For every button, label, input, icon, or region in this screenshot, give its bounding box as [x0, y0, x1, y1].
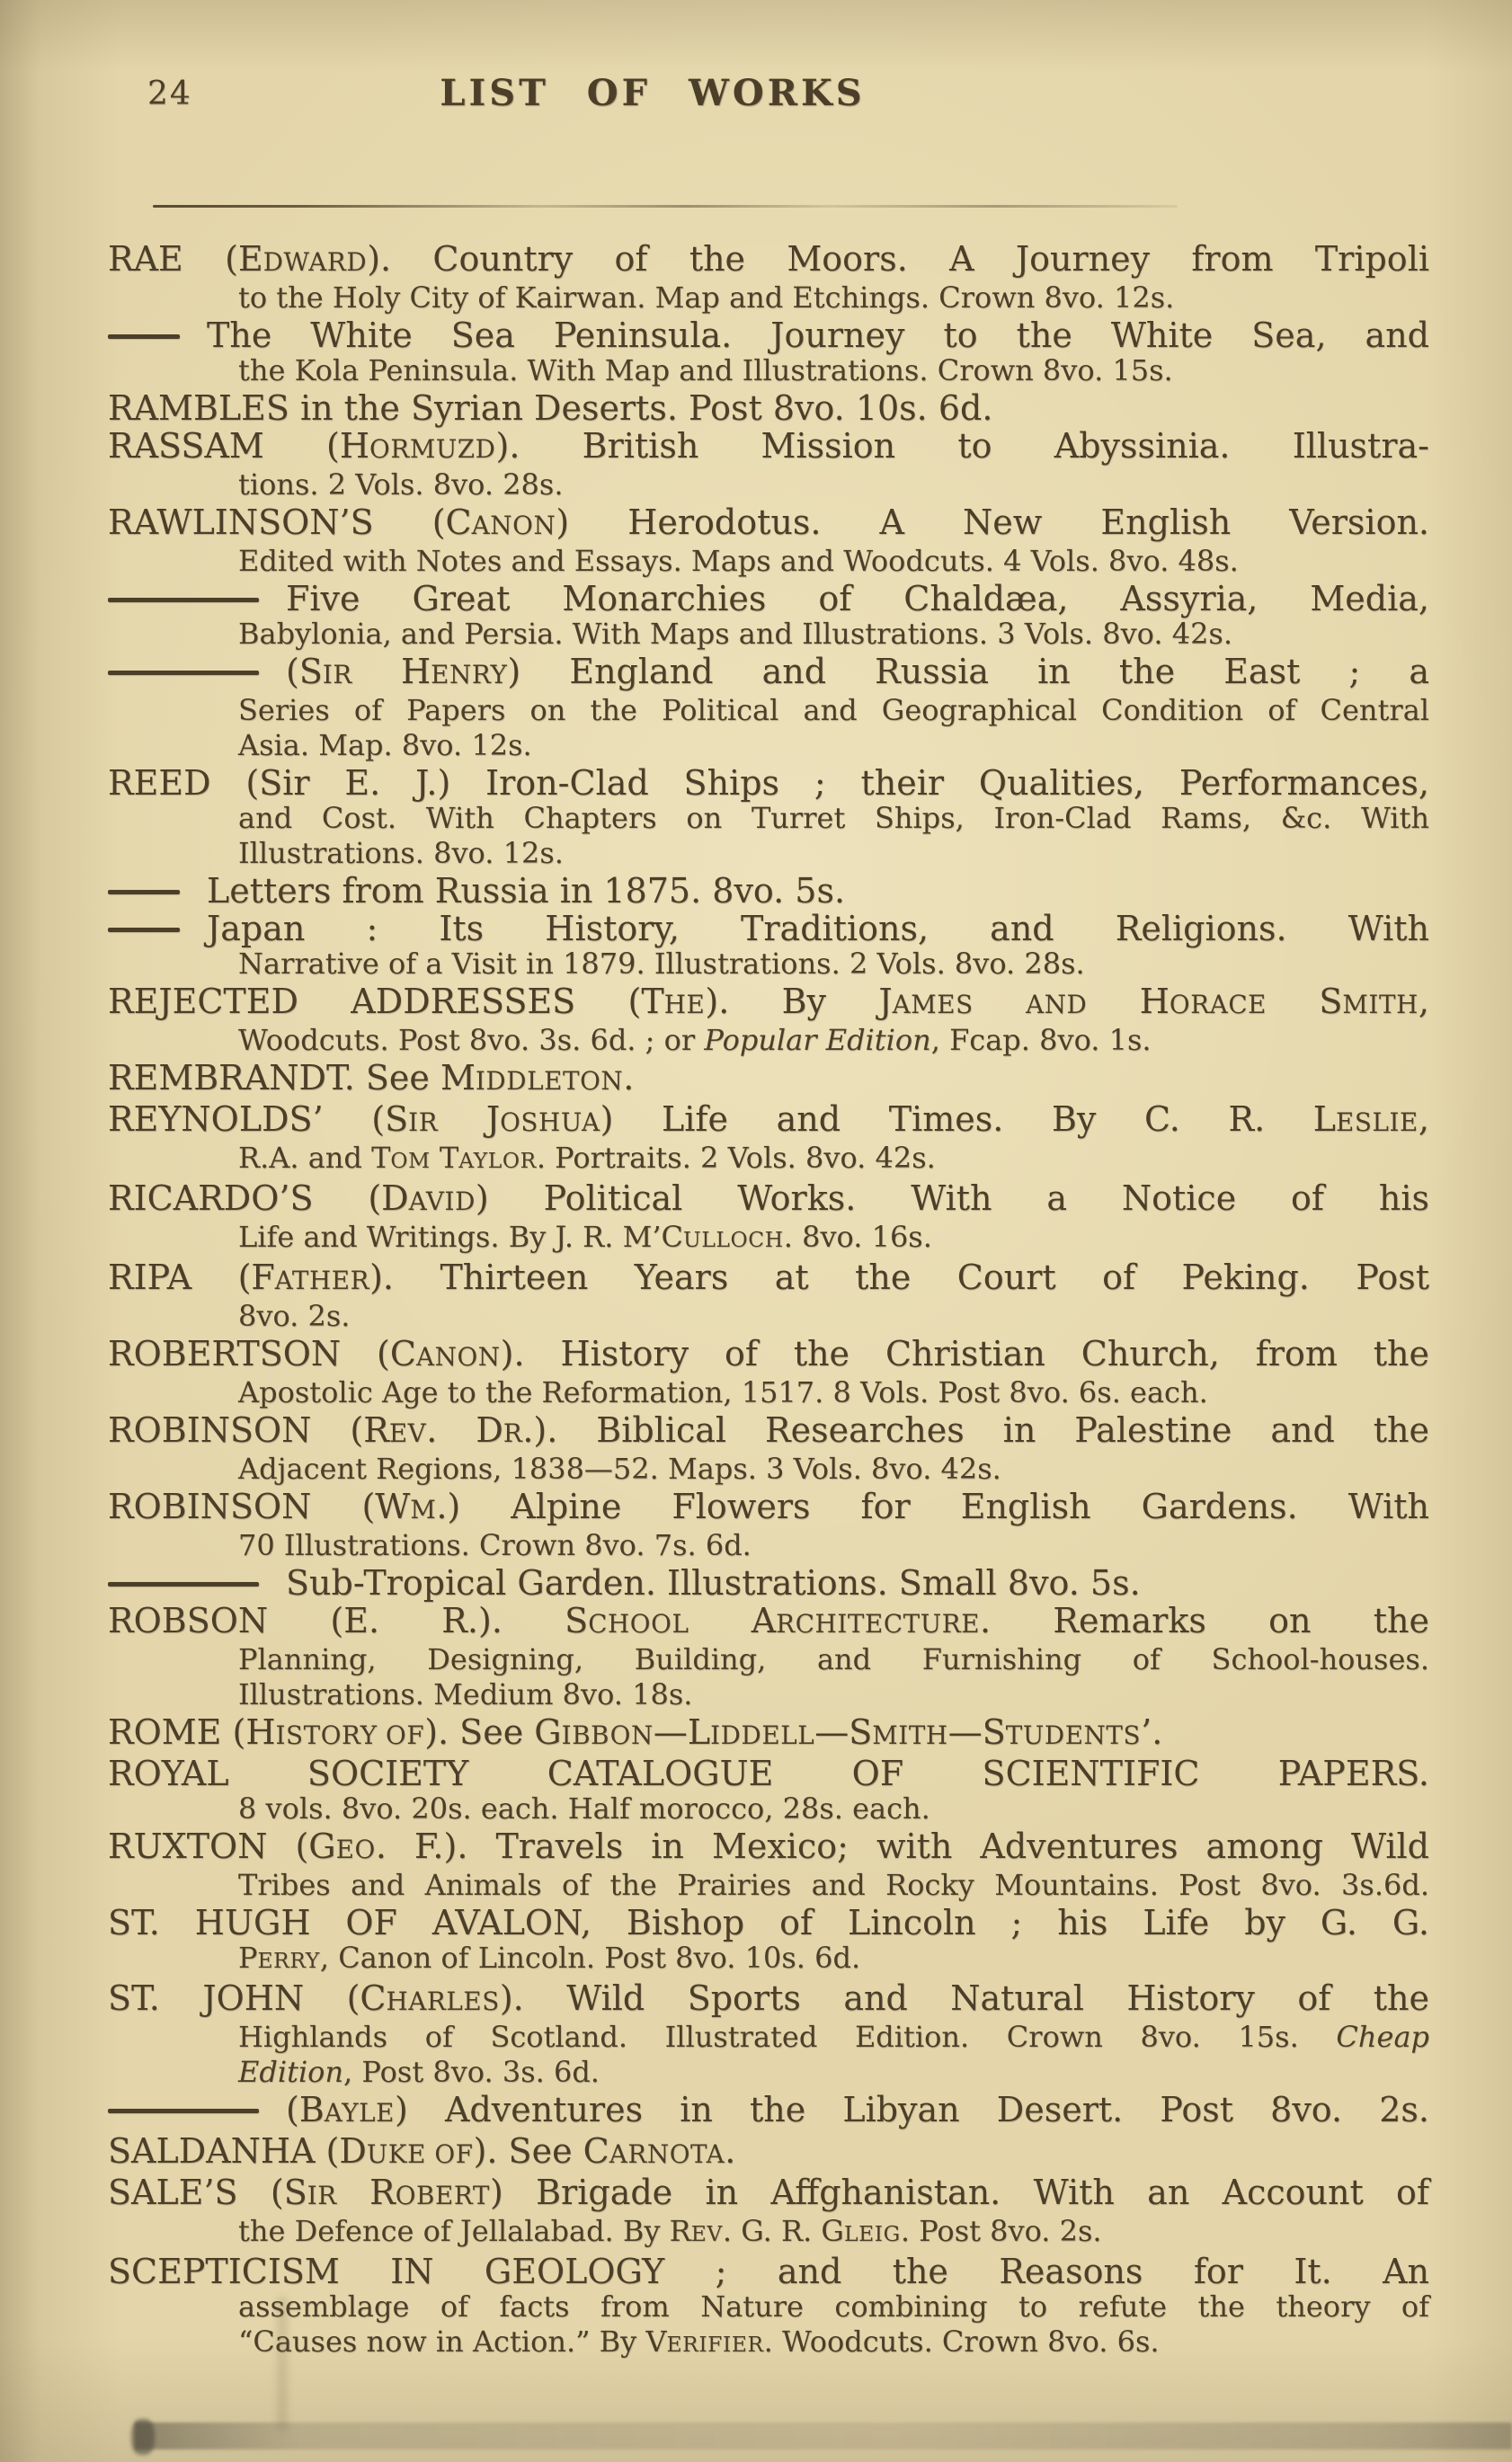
- text-run: ). Thirteen Years at the Court of Peking. Post: [369, 1258, 1429, 1297]
- text-run: IR: [408, 1107, 439, 1137]
- entry-line: [108, 1375, 1429, 1410]
- book-entry: [108, 317, 1429, 388]
- scan-bar-artifact: [135, 2422, 1512, 2449]
- text-run: RAMBLES in the Syrian Deserts. Post 8vo. 10s. 6d.: [108, 388, 993, 428]
- text-run: IBBON: [561, 1720, 654, 1750]
- text-run: IR: [322, 660, 352, 689]
- text-run: ). History of the Christian Church, from the: [500, 1334, 1429, 1373]
- text-run: Narrative of a Visit in 1879. Illustrations. 2 Vols. 8vo. 28s.: [238, 947, 1085, 981]
- text-run: (B: [286, 2090, 325, 2129]
- text-run: HARLES: [386, 1986, 500, 2016]
- entry-line: [108, 1565, 1429, 1601]
- book-entry: [108, 428, 1429, 502]
- book-entry: [108, 1603, 1429, 1712]
- text-run: Popular Edition: [704, 1023, 931, 1057]
- book-entry: [108, 1755, 1429, 1827]
- text-run: ). See C: [473, 2131, 609, 2171]
- text-run: RAWLINSON’S (C: [108, 502, 472, 542]
- book-entry: [108, 1101, 1429, 1178]
- text-run: RIPA (F: [108, 1258, 275, 1297]
- entry-line: [108, 1828, 1429, 1868]
- text-run: (S: [286, 652, 323, 691]
- book-entry: [108, 241, 1429, 316]
- text-run: . Remarks on the: [980, 1601, 1429, 1640]
- text-run: . Portraits. 2 Vols. 8vo. 42s.: [536, 1141, 936, 1175]
- text-run: —S: [947, 1712, 1006, 1752]
- entry-line: [108, 2253, 1429, 2289]
- text-run: . G. R. G: [722, 2214, 844, 2248]
- text-run: the Kola Peninsula. With Map and Illustrations. Crown 8vo. 15s.: [238, 353, 1173, 387]
- text-run: ) Adventures in the Libyan Desert. Post 8vo. 2s.: [395, 2090, 1429, 2129]
- continuation-dash: [108, 890, 180, 894]
- running-title: LIST OF WORKS: [440, 72, 866, 114]
- text-run: AMES: [892, 990, 974, 1019]
- book-entry: [108, 2133, 1429, 2173]
- text-run: —L: [653, 1712, 711, 1752]
- text-run: SALE’S (S: [108, 2173, 307, 2212]
- text-run: RASSAM (H: [108, 426, 370, 466]
- entry-line: [108, 1412, 1429, 1452]
- entry-line: [108, 2055, 1429, 2090]
- book-entry: [108, 2092, 1429, 2131]
- text-run: . Post 8vo. 2s.: [900, 2214, 1102, 2248]
- entry-line: [108, 2214, 1429, 2252]
- text-run: DWARD: [262, 247, 368, 277]
- entry-line: [108, 1677, 1429, 1712]
- entry-line: [108, 873, 1429, 909]
- text-run: A: [689, 1601, 777, 1640]
- continuation-dash: [108, 598, 259, 602]
- book-entry: [108, 1489, 1429, 1563]
- entry-line: [108, 1489, 1429, 1528]
- entry-line: [108, 353, 1429, 388]
- text-run: ) Life and Times. By C. R. L: [600, 1099, 1337, 1139]
- entry-line: [108, 1603, 1429, 1642]
- text-run: to the Holy City of Kairwan. Map and Etchings. Crown 8vo. 12s.: [238, 280, 1175, 315]
- entry-line: [108, 1336, 1429, 1375]
- book-list: [108, 241, 1429, 2364]
- continuation-dash: [108, 671, 259, 675]
- entry-line: [108, 428, 1429, 467]
- text-run: 8 vols. 8vo. 20s. each. Half morocco, 28s. each.: [238, 1791, 930, 1826]
- text-run: Life and Writings. By J. R. M’C: [238, 1220, 684, 1254]
- entry-line: [108, 2174, 1429, 2214]
- text-run: RUXTON (G: [108, 1827, 336, 1866]
- entry-line: [108, 1299, 1429, 1334]
- text-run: S: [1267, 982, 1343, 1021]
- text-run: H: [1087, 982, 1170, 1021]
- text-run: EV: [388, 1418, 427, 1448]
- text-run: ORMUZD: [369, 434, 496, 464]
- text-run: and Cost. With Chapters on Turret Ships, Iron-Clad Rams, &c. With: [238, 801, 1429, 835]
- text-run: SCEPTICISM IN GEOLOGY ; and the Reasons for It. An: [108, 2252, 1429, 2291]
- text-run: Apostolic Age to the Reformation, 1517. 8 Vols. Post 8vo. 6s. each.: [238, 1375, 1208, 1409]
- text-run: ) Herodotus. A New English Version.: [556, 502, 1430, 542]
- book-entry: [108, 390, 1429, 426]
- text-run: Sub-Tropical Garden. Illustrations. Small 8vo. 5s.: [286, 1563, 1141, 1603]
- text-run: ) Brigade in Affghanistan. With an Account of: [489, 2173, 1429, 2212]
- text-run: REED (Sir E. J.) Iron-Clad Ships ; their Qualities, Performances,: [108, 763, 1429, 803]
- entry-line: [108, 2289, 1429, 2324]
- entry-line: [108, 1941, 1429, 1978]
- text-run: ) England and Russia in the East ; a: [507, 652, 1430, 691]
- entry-line: [108, 544, 1429, 579]
- entry-line: [108, 1060, 1429, 1099]
- text-run: ROYAL SOCIETY CATALOGUE OF SCIENTIFIC PAPERS.: [108, 1754, 1429, 1793]
- text-run: REJECTED ADDRESSES (T: [108, 982, 664, 1021]
- entry-line: [108, 581, 1429, 617]
- entry-line: [108, 911, 1429, 947]
- entry-line: [108, 1023, 1429, 1058]
- text-run: .). Biblical Researches in Palestine and the: [522, 1410, 1429, 1450]
- entry-line: [108, 1180, 1429, 1220]
- book-entry: [108, 653, 1429, 763]
- text-run: 8vo. 2s.: [238, 1299, 351, 1333]
- text-run: J: [438, 1099, 501, 1139]
- text-run: ERIFIER: [666, 2332, 764, 2357]
- continuation-dash: [108, 334, 180, 339]
- text-run: ST. JOHN (C: [108, 1978, 387, 2018]
- book-entry: [108, 765, 1429, 871]
- text-run: .: [725, 2131, 736, 2171]
- text-run: EO: [335, 1835, 376, 1864]
- book-entry: [108, 1336, 1429, 1410]
- text-run: .: [623, 1058, 635, 1098]
- text-run: ’.: [1141, 1712, 1163, 1752]
- entry-line: [108, 1980, 1429, 2020]
- page-header: [108, 68, 1429, 131]
- text-run: the Defence of Jellalabad. By R: [238, 2214, 691, 2248]
- text-run: Babylonia, and Persia. With Maps and Illustrations. 3 Vols. 8vo. 42s.: [238, 617, 1233, 651]
- entry-line: [108, 504, 1429, 544]
- text-run: assemblage of facts from Nature combining to refute the theory of: [238, 2289, 1429, 2324]
- text-run: R: [336, 2173, 396, 2212]
- entry-line: [108, 693, 1429, 728]
- text-run: IDDLETON: [475, 1066, 624, 1096]
- text-run: ISTORY OF: [275, 1720, 425, 1750]
- text-run: ). Country of the Moors. A Journey from Tripoli: [367, 239, 1429, 279]
- book-entry: [108, 504, 1429, 579]
- text-run: T: [430, 1141, 459, 1175]
- entry-line: [108, 2020, 1429, 2055]
- text-run: Letters from Russia in 1875. 8vo. 5s.: [207, 871, 846, 911]
- text-run: ). Wild Sports and Natural History of the: [499, 1978, 1429, 2018]
- text-run: AND: [1026, 990, 1088, 1019]
- text-run: Japan : Its History, Traditions, and Religions. With: [207, 909, 1429, 948]
- book-entry: [108, 1259, 1429, 1334]
- text-run: SALDANHA (D: [108, 2131, 367, 2171]
- text-run: AYLE: [324, 2098, 396, 2128]
- text-run: ROME (H: [108, 1712, 276, 1752]
- text-run: ATHER: [274, 1266, 370, 1295]
- continuation-dash: [108, 2109, 259, 2113]
- text-run: “Causes now in Action.” By V: [238, 2324, 667, 2359]
- text-run: , Post 8vo. 3s. 6d.: [343, 2055, 600, 2089]
- text-run: MITH: [1342, 990, 1419, 1019]
- text-run: TUDENTS: [1005, 1720, 1142, 1750]
- book-entry: [108, 911, 1429, 982]
- entry-line: [108, 653, 1429, 693]
- text-run: HE: [663, 990, 706, 1019]
- text-run: OM: [390, 1148, 431, 1173]
- entry-line: [108, 2324, 1429, 2362]
- book-entry: [108, 1714, 1429, 1754]
- text-run: Illustrations. 8vo. 12s.: [238, 836, 564, 870]
- entry-line: [108, 983, 1429, 1023]
- entry-line: [108, 836, 1429, 871]
- scan-smudge-artifact: [277, 2297, 288, 2431]
- text-run: Illustrations. Medium 8vo. 18s.: [238, 1677, 693, 1711]
- text-run: tions. 2 Vols. 8vo. 28s.: [238, 467, 564, 502]
- entry-line: [108, 1791, 1429, 1827]
- text-run: ) Political Works. With a Notice of his: [475, 1178, 1429, 1218]
- entry-line: [108, 2092, 1429, 2131]
- text-run: ORACE: [1169, 990, 1267, 1019]
- entry-line: [108, 467, 1429, 502]
- entry-line: [108, 1141, 1429, 1178]
- text-run: LEIG: [843, 2221, 901, 2246]
- entry-line: [108, 1714, 1429, 1754]
- entry-line: [108, 765, 1429, 801]
- entry-line: [108, 1259, 1429, 1299]
- text-run: The White Sea Peninsula. Journey to the White Sea, and: [207, 316, 1429, 355]
- text-run: ARNOTA: [609, 2139, 725, 2169]
- book-entry: [108, 1180, 1429, 1258]
- text-run: IDDELL: [710, 1720, 815, 1750]
- entry-line: [108, 1755, 1429, 1791]
- text-run: RCHITECTURE: [776, 1609, 981, 1639]
- text-run: ENRY: [431, 660, 508, 689]
- page-number: 24: [147, 76, 192, 112]
- text-run: Highlands of Scotland. Illustrated Edition. Crown 8vo. 15s.: [238, 2020, 1337, 2054]
- book-entry: [108, 2253, 1429, 2362]
- text-run: ST. HUGH OF AVALON, Bishop of Lincoln ; his Life by G. G.: [108, 1903, 1429, 1942]
- text-run: IR: [307, 2181, 337, 2210]
- text-run: OSHUA: [500, 1107, 600, 1137]
- entry-line: [108, 241, 1429, 280]
- entry-line: [108, 1101, 1429, 1141]
- header-rule: [153, 205, 1178, 208]
- text-run: R: [503, 1418, 523, 1448]
- book-entry: [108, 1565, 1429, 1601]
- text-run: . D: [426, 1410, 503, 1450]
- text-run: CHOOL: [588, 1609, 689, 1639]
- book-entry: [108, 1412, 1429, 1487]
- text-run: AVID: [408, 1187, 476, 1216]
- text-run: REMBRANDT. See M: [108, 1058, 476, 1098]
- entry-line: [108, 801, 1429, 836]
- entry-line: [108, 280, 1429, 316]
- entry-line: [108, 1528, 1429, 1563]
- text-run: EV: [690, 2221, 723, 2246]
- text-run: Planning, Designing, Building, and Furnishing of School-houses.: [238, 1642, 1429, 1676]
- entry-line: [108, 1220, 1429, 1258]
- text-run: Woodcuts. Post 8vo. 3s. 6d. ; or: [238, 1023, 705, 1057]
- text-run: . F.). Travels in Mexico; with Adventures among Wild: [375, 1827, 1429, 1866]
- text-run: H: [351, 652, 431, 691]
- text-run: ). British Mission to Abyssinia. Illustra-: [495, 426, 1429, 466]
- text-run: Five Great Monarchies of Chaldæa, Assyria, Media,: [286, 579, 1429, 618]
- text-run: ROBSON (E. R.). S: [108, 1601, 589, 1640]
- text-run: Edited with Notes and Essays. Maps and Woodcuts. 4 Vols. 8vo. 48s.: [238, 544, 1239, 578]
- entry-line: [108, 617, 1429, 652]
- text-run: ). By J: [705, 982, 893, 1021]
- text-run: REYNOLDS’ (S: [108, 1099, 409, 1139]
- text-run: 70 Illustrations. Crown 8vo. 7s. 6d.: [238, 1528, 752, 1562]
- text-run: Edition: [238, 2055, 344, 2089]
- entry-line: [108, 728, 1429, 763]
- text-run: R.A. and T: [238, 1141, 391, 1175]
- text-run: . Woodcuts. Crown 8vo. 6s.: [763, 2324, 1160, 2359]
- text-run: ROBERTSON (C: [108, 1334, 416, 1373]
- book-entry: [108, 1905, 1429, 1978]
- book-entry: [108, 983, 1429, 1058]
- text-run: Asia. Map. 8vo. 12s.: [238, 728, 532, 762]
- text-run: ROBINSON (R: [108, 1410, 389, 1450]
- text-run: RICARDO’S (D: [108, 1178, 409, 1218]
- continuation-dash: [108, 928, 180, 932]
- text-run: ANON: [471, 511, 556, 540]
- entry-line: [108, 2133, 1429, 2173]
- text-run: ,: [1418, 982, 1429, 1021]
- text-run: ROBINSON (W: [108, 1487, 411, 1526]
- text-run: P: [238, 1941, 258, 1975]
- text-run: RAE (E: [108, 239, 263, 279]
- book-entry: [108, 581, 1429, 652]
- text-run: ). See G: [424, 1712, 562, 1752]
- text-run: [974, 982, 1026, 1021]
- entry-line: [108, 1642, 1429, 1677]
- book-entry: [108, 873, 1429, 909]
- text-run: ESLIE: [1336, 1107, 1419, 1137]
- book-entry: [108, 1828, 1429, 1903]
- text-run: Tribes and Animals of the Prairies and Rocky Mountains. Post 8vo. 3s.6d.: [238, 1868, 1429, 1902]
- text-run: OBERT: [395, 2181, 490, 2210]
- text-run: —S: [814, 1712, 873, 1752]
- text-run: AYLOR: [458, 1148, 537, 1173]
- text-run: Adjacent Regions, 1838—52. Maps. 3 Vols. 8vo. 42s.: [238, 1452, 1001, 1486]
- continuation-dash: [108, 1582, 259, 1587]
- entry-line: [108, 390, 1429, 426]
- text-run: MITH: [872, 1720, 948, 1750]
- text-run: ANON: [415, 1342, 501, 1372]
- text-run: Series of Papers on the Political and Geographical Condition of Central: [238, 693, 1429, 727]
- text-run: Cheap: [1336, 2020, 1429, 2054]
- text-run: ,: [1418, 1099, 1429, 1139]
- text-run: UKE OF: [366, 2139, 474, 2169]
- entry-line: [108, 1905, 1429, 1941]
- entry-line: [108, 1868, 1429, 1903]
- text-run: ULLOCH: [683, 1227, 784, 1252]
- text-run: M: [410, 1495, 437, 1524]
- book-entry: [108, 1980, 1429, 2090]
- entry-line: [108, 947, 1429, 982]
- text-run: .) Alpine Flowers for English Gardens. With: [436, 1487, 1429, 1526]
- book-entry: [108, 1060, 1429, 1099]
- book-entry: [108, 2174, 1429, 2252]
- text-run: , Fcap. 8vo. 1s.: [930, 1023, 1152, 1057]
- text-run: , Canon of Lincoln. Post 8vo. 10s. 6d.: [319, 1941, 861, 1975]
- entry-line: [108, 1452, 1429, 1487]
- text-run: . 8vo. 16s.: [783, 1220, 932, 1254]
- entry-line: [108, 317, 1429, 353]
- text-run: ERRY: [257, 1948, 320, 1973]
